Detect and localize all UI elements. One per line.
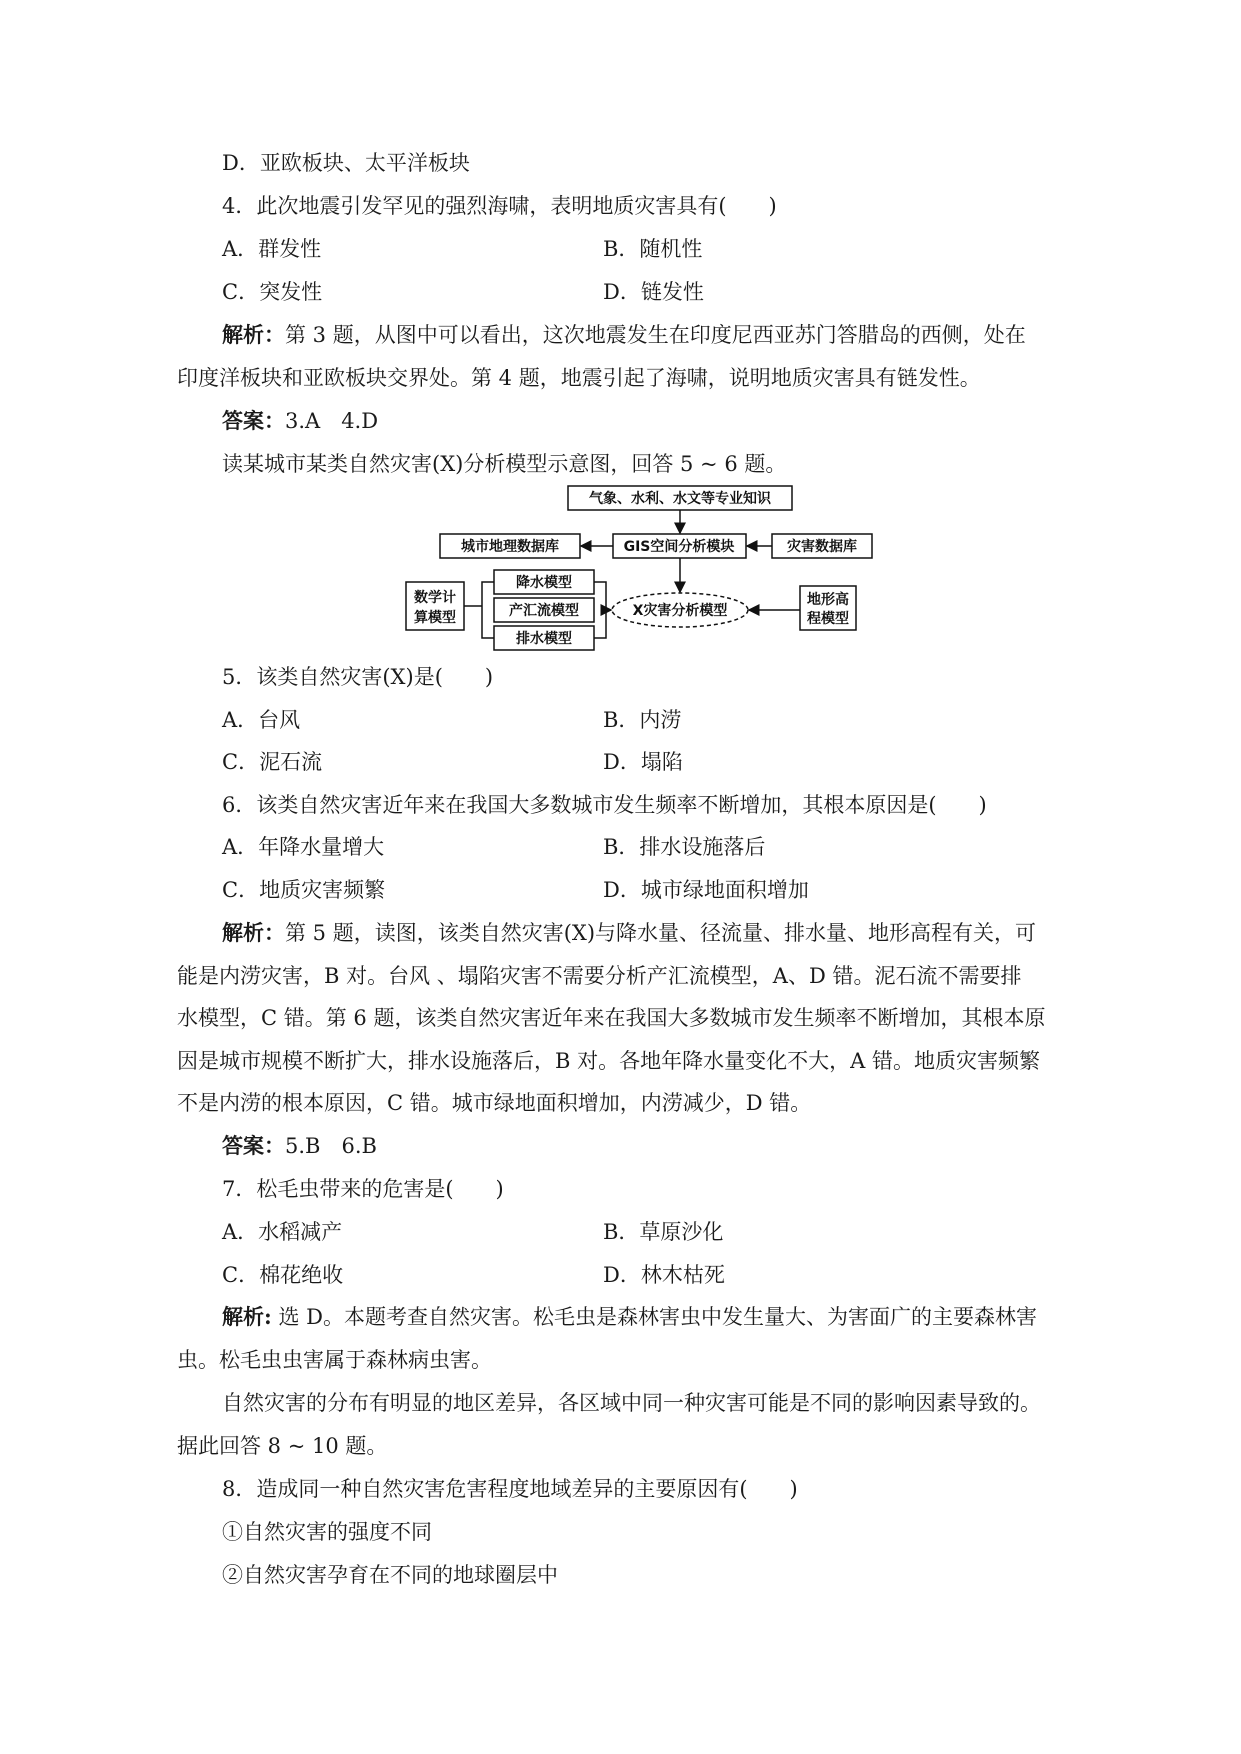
rainfall-model-label: 降水模型	[516, 575, 572, 591]
analysis-5-6-line-3: 水模型，C 错。第 6 题，该类自然灾害近年来在我国大多数城市发生频率不断增加，其根本原	[177, 1006, 1046, 1030]
answer-label: 答案：	[222, 408, 285, 433]
intro-5-6: 读某城市某类自然灾害(X)分析模型示意图，回答 5 ~ 6 题。	[222, 452, 787, 476]
q8-item-1: ①自然灾害的强度不同	[222, 1520, 432, 1544]
answer-label: 答案：	[222, 1133, 285, 1158]
analysis-7-line-1	[222, 1303, 1037, 1331]
math-model-label-2: 算模型	[414, 610, 456, 626]
q7-option-d: D．林木枯死	[603, 1263, 725, 1287]
q8-stem: 8．造成同一种自然灾害危害程度地域差异的主要原因有( )	[222, 1477, 798, 1501]
q5-option-a: A．台风	[222, 708, 301, 732]
analysis-3-4-line-2: 印度洋板块和亚欧板块交界处。第 4 题，地震引起了海啸，说明地质灾害具有链发性。	[177, 366, 981, 390]
analysis-3-4-line-1	[222, 321, 1026, 349]
q8-item-2: ②自然灾害孕育在不同的地球圈层中	[222, 1563, 558, 1587]
q7-option-a: A．水稻减产	[222, 1220, 343, 1244]
bracket-left	[482, 582, 494, 638]
answer-3-4	[222, 407, 378, 435]
analysis-7-line-2: 虫。松毛虫虫害属于森林病虫害。	[177, 1348, 492, 1372]
analysis-label: 解析：	[222, 920, 285, 945]
q6-stem: 6．该类自然灾害近年来在我国大多数城市发生频率不断增加，其根本原因是( )	[222, 793, 987, 817]
analysis-5-6-line-2: 能是内涝灾害，B 对。台风 、塌陷灾害不需要分析产汇流模型，A、D 错。泥石流不需要排	[177, 964, 1022, 988]
q6-option-c: C．地质灾害频繁	[222, 878, 386, 902]
analysis-5-6-line-1	[222, 919, 1036, 947]
q7-option-c: C．棉花绝收	[222, 1263, 344, 1287]
q3-option-d: D．亚欧板块、太平洋板块	[222, 151, 470, 175]
q5-option-c: C．泥石流	[222, 750, 323, 774]
analysis-label: 解析:	[222, 1304, 272, 1329]
q6-option-a: A．年降水量增大	[222, 835, 385, 859]
q6-option-d: D．城市绿地面积增加	[603, 878, 809, 902]
intro-8-10-line-2: 据此回答 8 ~ 10 题。	[177, 1434, 388, 1458]
q4-option-c: C．突发性	[222, 280, 323, 304]
city-geo-database-label: 城市地理数据库	[461, 539, 559, 555]
disaster-model-diagram	[400, 482, 890, 654]
answer-5-6	[222, 1132, 377, 1160]
analysis-text: 选 D。本题考查自然灾害。松毛虫是森林害虫中发生量大、为害面广的主要森林害	[271, 1305, 1037, 1329]
q5-stem: 5．该类自然灾害(X)是( )	[222, 665, 494, 689]
analysis-5-6-line-5: 不是内涝的根本原因，C 错。城市绿地面积增加，内涝减少，D 错。	[177, 1091, 812, 1115]
terrain-model-label-1: 地形高	[807, 592, 849, 608]
analysis-5-6-line-4: 因是城市规模不断扩大，排水设施落后，B 对。各地年降水量变化不大，A 错。地质灾害频繁	[177, 1049, 1040, 1073]
q4-option-a: A．群发性	[222, 237, 322, 261]
analysis-text: 第 5 题，读图，该类自然灾害(X)与降水量、径流量、排水量、地形高程有关，可	[285, 921, 1037, 945]
analysis-text: 第 3 题，从图中可以看出，这次地震发生在印度尼西亚苏门答腊岛的西侧，处在	[285, 323, 1026, 347]
q4-option-b: B．随机性	[603, 237, 703, 261]
bracket-right	[594, 582, 606, 638]
answer-value: 5.B 6.B	[285, 1134, 377, 1158]
answer-value: 3.A 4.D	[285, 409, 379, 433]
professional-knowledge-label: 气象、水利、水文等专业知识	[589, 491, 771, 507]
q5-option-d: D．塌陷	[603, 750, 683, 774]
math-model-label-1: 数学计	[414, 590, 456, 606]
q7-option-b: B．草原沙化	[603, 1220, 724, 1244]
q6-option-b: B．排水设施落后	[603, 835, 766, 859]
intro-8-10-line-1: 自然灾害的分布有明显的地区差异，各区域中同一种灾害可能是不同的影响因素导致的。	[222, 1391, 1041, 1415]
q5-option-b: B．内涝	[603, 708, 682, 732]
x-disaster-model-label: X灾害分析模型	[632, 603, 728, 619]
disaster-database-label: 灾害数据库	[787, 539, 857, 555]
runoff-model-label: 产汇流模型	[509, 603, 579, 619]
gis-module-label: GIS空间分析模块	[623, 539, 735, 555]
drainage-model-label: 排水模型	[516, 631, 572, 647]
analysis-label: 解析：	[222, 322, 285, 347]
q7-stem: 7．松毛虫带来的危害是( )	[222, 1177, 504, 1201]
terrain-model-label-2: 程模型	[807, 611, 849, 627]
q4-stem: 4．此次地震引发罕见的强烈海啸，表明地质灾害具有( )	[222, 194, 777, 218]
q4-option-d: D．链发性	[603, 280, 704, 304]
